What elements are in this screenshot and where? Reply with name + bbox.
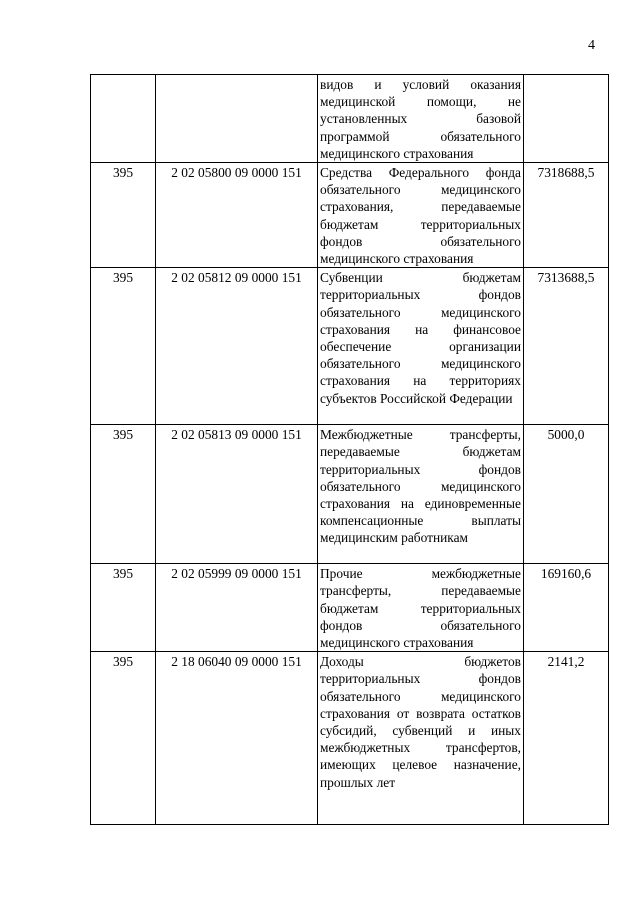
amount-cell — [524, 75, 609, 163]
revenue-name-cell: Межбюджетные трансферты, передаваемые бюджетам территориальных фондов обязательного медицинского страхования на единовременные компенсационные выплаты медицинским работникам — [318, 425, 524, 564]
budget-code-cell: 2 02 05812 09 0000 151 — [156, 268, 318, 425]
revenue-name-cell: Доходы бюджетов территориальных фондов обязательного медицинского страхования от возврата остатков субсидий, субвенций и иных межбюджетных трансфертов, имеющих целевое назначение, прошлых лет — [318, 652, 524, 825]
table-row — [91, 652, 609, 825]
revenue-name-cell: Субвенции бюджетам территориальных фондов обязательного медицинского страхования на финансовое обеспечение организации обязательного медицинского страхования на территориях субъектов Российской Федерации — [318, 268, 524, 425]
table-row — [91, 564, 609, 652]
admin-code-cell: 395 — [91, 652, 156, 825]
budget-revenue-table — [90, 74, 609, 825]
table-row — [91, 75, 609, 163]
amount-cell: 2141,2 — [524, 652, 609, 825]
amount-cell: 169160,6 — [524, 564, 609, 652]
table-row — [91, 268, 609, 425]
amount-cell: 7313688,5 — [524, 268, 609, 425]
admin-code-cell: 395 — [91, 268, 156, 425]
admin-code-cell — [91, 75, 156, 163]
revenue-name-cell: Прочие межбюджетные трансферты, передаваемые бюджетам территориальных фондов обязательного медицинского страхования — [318, 564, 524, 652]
page-number: 4 — [588, 38, 595, 53]
budget-code-cell: 2 02 05800 09 0000 151 — [156, 163, 318, 268]
table-row — [91, 163, 609, 268]
admin-code-cell: 395 — [91, 425, 156, 564]
admin-code-cell: 395 — [91, 564, 156, 652]
revenue-name-cell: Средства Федерального фонда обязательного медицинского страхования, передаваемые бюджетам территориальных фондов обязательного медицинского страхования — [318, 163, 524, 268]
budget-code-cell: 2 18 06040 09 0000 151 — [156, 652, 318, 825]
table-row — [91, 425, 609, 564]
amount-cell: 5000,0 — [524, 425, 609, 564]
budget-code-cell: 2 02 05999 09 0000 151 — [156, 564, 318, 652]
admin-code-cell: 395 — [91, 163, 156, 268]
budget-code-cell — [156, 75, 318, 163]
amount-cell: 7318688,5 — [524, 163, 609, 268]
budget-code-cell: 2 02 05813 09 0000 151 — [156, 425, 318, 564]
revenue-name-cell: видов и условий оказания медицинской помощи, не установленных базовой программой обязательного медицинского страхования — [318, 75, 524, 163]
